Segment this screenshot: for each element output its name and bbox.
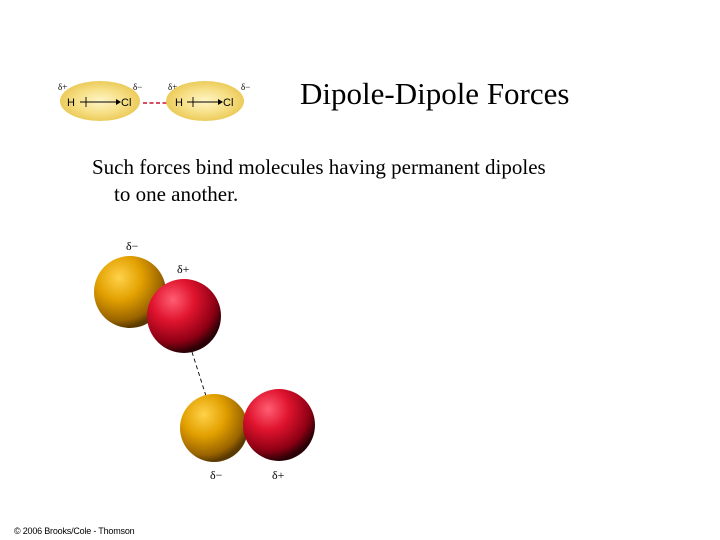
partial-negative-label: δ− — [126, 239, 139, 253]
partial-negative-label: δ− — [210, 468, 223, 482]
partial-negative-label: δ− — [133, 82, 143, 92]
body-line-2: to one another. — [114, 182, 239, 206]
partial-negative-label: δ− — [241, 82, 251, 92]
hydrogen-label: H — [67, 97, 75, 109]
partial-positive-label: δ+ — [272, 468, 285, 482]
chlorine-label: Cl — [121, 97, 132, 109]
hcl-molecule-2 — [166, 81, 250, 121]
sphere-pair-top — [94, 239, 221, 353]
partial-positive-label: δ+ — [168, 82, 178, 92]
slide-title: Dipole-Dipole Forces — [300, 76, 570, 111]
body-line-1: Such forces bind molecules having permanent dipoles — [92, 155, 546, 179]
hcl-molecule-1 — [58, 81, 142, 121]
hydrogen-label: H — [175, 97, 183, 109]
sphere-attraction-dash — [192, 352, 206, 396]
chlorine-label: Cl — [223, 97, 234, 109]
partial-positive-label: δ+ — [58, 82, 68, 92]
partial-positive-label: δ+ — [177, 262, 190, 276]
positive-atom-sphere — [147, 279, 221, 353]
sphere-pair-bottom — [180, 389, 315, 482]
negative-atom-sphere — [180, 394, 248, 462]
positive-atom-sphere — [243, 389, 315, 461]
copyright-notice: © 2006 Brooks/Cole - Thomson — [14, 526, 135, 536]
